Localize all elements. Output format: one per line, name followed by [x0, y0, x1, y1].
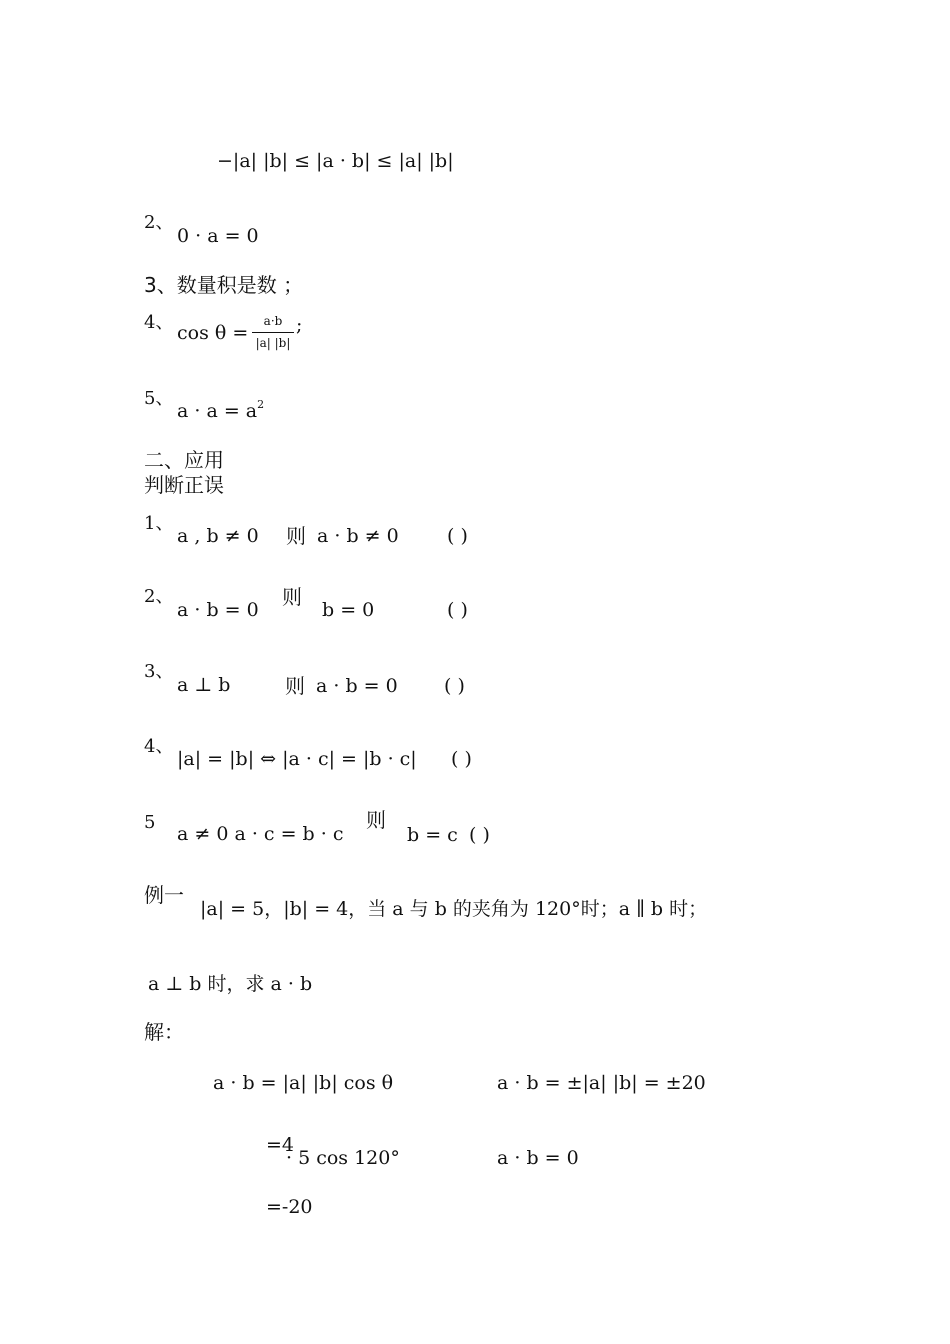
judge-3-condition: a ⊥ b [177, 674, 231, 696]
judge-1-answer-parens: ( ) [447, 525, 468, 547]
example-line-1: |a| = 5，|b| = 4，当 a 与 b 的夹角为 120°时；a ∥ b 时； [200, 898, 708, 920]
solution-left-line-2a: =4 [266, 1134, 295, 1156]
prop-3-text: 3、数量积是数 ； [144, 273, 304, 297]
judge-1-condition: a , b ≠ 0 [177, 525, 259, 547]
judge-3-number: 3、 [144, 661, 174, 682]
judge-2-answer-parens: ( ) [447, 599, 468, 621]
judge-2-condition: a · b = 0 [177, 599, 259, 621]
prop-4-lhs: cos θ = [177, 322, 249, 344]
judge-3-then: 则 [285, 674, 305, 698]
prop-5-base: a · a = a [177, 400, 258, 422]
judge-1-then: 则 [286, 524, 306, 548]
section-title: 二、应用 [144, 448, 224, 472]
inequality: −|a| |b| ≤ |a · b| ≤ |a| |b| [217, 150, 454, 172]
judge-5-answer-parens: ( ) [469, 824, 490, 846]
judge-5-condition: a ≠ 0 a · c = b · c [177, 823, 344, 845]
solution-left-line-1: a · b = |a| |b| cos θ [213, 1072, 394, 1094]
judge-5-then: 则 [366, 808, 386, 832]
section-subtitle: 判断正误 [144, 473, 224, 497]
judge-5-number: 5 [144, 812, 156, 833]
judge-4-number: 4、 [144, 736, 174, 757]
prop-5-exponent: 2 [257, 398, 265, 411]
solution-right-line-2: a · b = 0 [497, 1147, 579, 1169]
prop-2-expression: 0 · a = 0 [177, 225, 259, 247]
prop-2-number: 2、 [144, 212, 174, 233]
solution-right-line-1: a · b = ±|a| |b| = ±20 [497, 1072, 706, 1094]
prop-5-number: 5、 [144, 388, 174, 409]
judge-5-conclusion: b = c [407, 824, 458, 846]
solution-left-line-2b: · 5 cos 120° [286, 1147, 400, 1169]
judge-2-then: 则 [282, 585, 302, 609]
example-line-2: a ⊥ b 时，求 a · b [148, 973, 313, 995]
judge-4-statement: |a| = |b| ⇔ |a · c| = |b · c| [177, 748, 417, 770]
judge-4-answer-parens: ( ) [451, 748, 472, 770]
fraction-numerator: a·b [263, 314, 283, 328]
judge-1-conclusion: a · b ≠ 0 [317, 525, 399, 547]
example-label: 例一 [144, 883, 184, 907]
judge-2-number: 2、 [144, 586, 174, 607]
judge-3-answer-parens: ( ) [444, 675, 465, 697]
prop-4-tail: ; [296, 314, 303, 336]
judge-3-conclusion: a · b = 0 [316, 675, 398, 697]
prop-4-number: 4、 [144, 312, 174, 333]
judge-1-number: 1、 [144, 513, 174, 534]
prop-5-expression [177, 398, 265, 422]
fraction-denominator: |a| |b| [255, 336, 291, 350]
solution-left-line-3: =-20 [266, 1196, 313, 1218]
solution-label: 解： [144, 1020, 184, 1044]
judge-2-conclusion: b = 0 [322, 599, 375, 621]
fraction-bar [252, 332, 294, 333]
